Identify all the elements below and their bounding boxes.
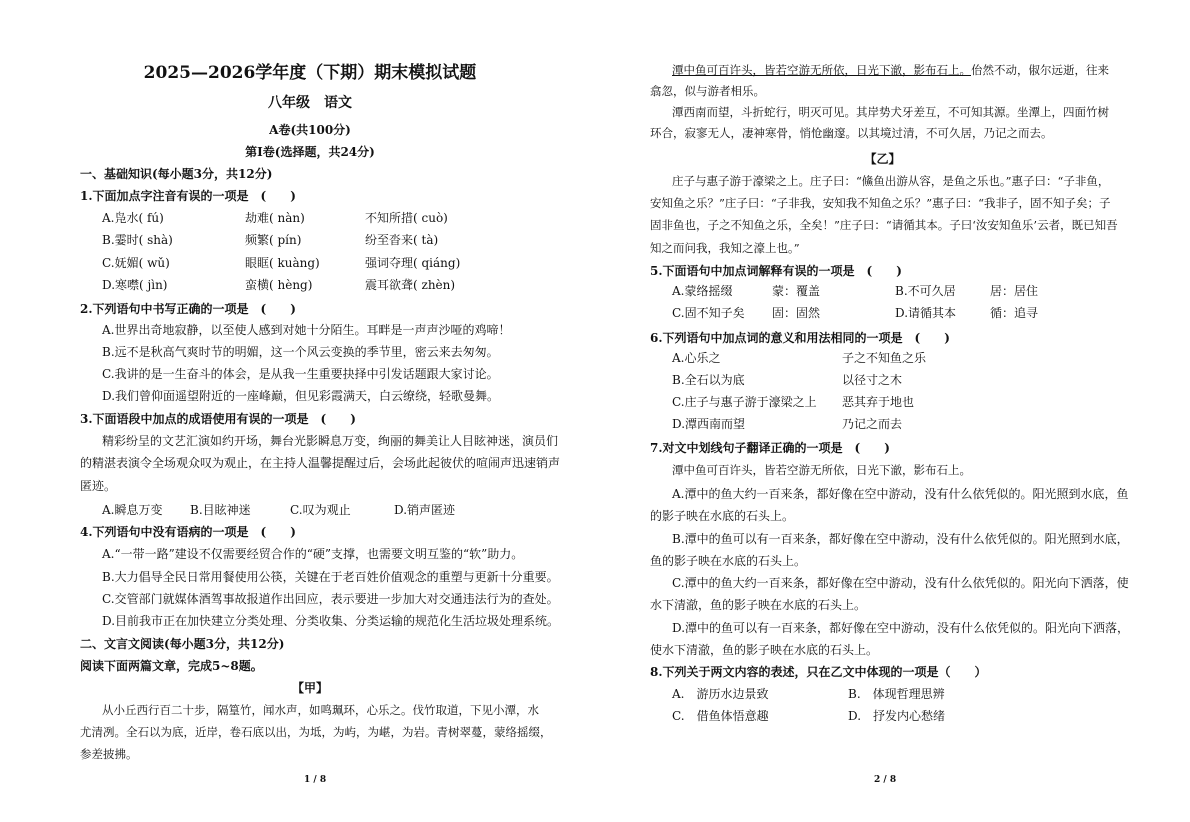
q7-option-b-line-1: B.潭中的鱼可以有一百来条，都好像在空中游动，没有什么依凭似的。阳光照到水底， [672, 532, 1129, 546]
passage-yi-line-1: 庄子与惠子游于濠梁之上。庄子曰：“鯈鱼出游从容，是鱼之乐也。”惠子曰：“子非鱼， [672, 174, 1110, 188]
q4-option-d: D.目前我市正在加快建立分类处理、分类收集、分类运输的规范化生活垃圾处理系统。 [102, 614, 560, 628]
section-a-heading: A卷(共100分) [269, 123, 351, 137]
page-2 [650, 0, 1130, 822]
q4-option-b: B.大力倡导全民日常用餐使用公筷，关键在于老百姓价值观念的重塑与更新十分重要。 [102, 570, 559, 584]
q3-option-d: D.销声匿迹 [394, 503, 456, 517]
q4-option-a: A.“一带一路”建设不仅需要经贸合作的“硬”支撑，也需要文明互鉴的“软”助力。 [102, 547, 524, 561]
q1-stem: 1.下面加点字注音有误的一项是 ( ) [80, 189, 296, 203]
underlined-sentence: 潭中鱼可百许头，皆若空游无所依，日光下澈，影布石上。 [672, 63, 971, 77]
q3-option-b: B.目眩神迷 [190, 503, 251, 517]
passage-yi-line-2: 安知鱼之乐？”庄子曰：“子非我，安知我不知鱼之乐？”惠子曰：“我非子，固不知子矣；子 [650, 196, 1111, 210]
page-1 [80, 0, 561, 822]
q2-option-c: C.我讲的是一生奋斗的体会，是从我一生重要抉择中引发话题跟大家讨论。 [102, 367, 499, 381]
q2-option-d: D.我们曾仰面遥望附近的一座峰巅，但见彩霞满天，白云缭绕，轻歌曼舞。 [102, 389, 500, 403]
q1-option-a-1: A.凫水( fú) [102, 211, 164, 225]
q1-option-d-3: 震耳欲聋( zhèn) [365, 278, 456, 292]
q1-option-c-3: 强词夺理( qiáng) [365, 256, 461, 270]
passage-yi-line-3: 固非鱼也，子之不知鱼之乐，全矣！”庄子曰：“请循其本。子曰‘汝安知鱼乐’云者，既已知吾 [650, 218, 1118, 232]
passage-jia-cont-line-1 [672, 62, 1109, 78]
q8-option-b: B. 体现哲理思辨 [848, 687, 945, 701]
q5-stem: 5.下面语句中加点词解释有误的一项是 ( ) [650, 264, 902, 278]
passage-jia-line-1: 从小丘西行百二十步，隔篁竹，闻水声，如鸣珮环，心乐之。伐竹取道，下见小潭，水 [102, 703, 539, 717]
q6-option-a-2: 子之不知鱼之乐 [842, 351, 927, 365]
section-heading-classical: 二、文言文阅读(每小题3分，共12分) [80, 637, 285, 651]
q5-option-d-gloss: 循：追寻 [990, 306, 1039, 320]
passage-yi-title: 【乙】 [864, 152, 901, 166]
part1-heading: 第Ⅰ卷(选择题，共24分) [245, 145, 375, 159]
passage-jia-line-2: 尤清冽。全石以为底，近岸，卷石底以出，为坻，为屿，为嵁，为岩。青树翠蔓，蒙络摇缀， [80, 725, 552, 739]
q2-stem: 2.下列语句中书写正确的一项是 ( ) [80, 302, 296, 316]
passage-jia-cont-line-4: 环合，寂寥无人，凄神寒骨，悄怆幽邃。以其境过清，不可久居，乃记之而去。 [650, 126, 1053, 140]
q1-option-a-3: 不知所措( cuò) [365, 211, 448, 225]
reading-instruction: 阅读下面两篇文章，完成5~8题。 [80, 659, 263, 673]
q7-option-a-line-1: A.潭中的鱼大约一百来条，都好像在空中游动，没有什么依凭似的。阳光照到水底，鱼 [672, 487, 1129, 501]
passage-jia-cont-line-2: 翕忽，似与游者相乐。 [650, 84, 765, 98]
q5-option-b: B.不可久居 [895, 284, 956, 298]
q1-option-b-3: 纷至沓来( tà) [365, 233, 439, 247]
q3-passage-line-3: 匿迹。 [80, 479, 117, 493]
q3-passage-line-2: 的精湛表演令全场观众叹为观止，在主持人温馨提醒过后，会场此起彼伏的喧闹声迅速销声 [80, 456, 561, 470]
exam-subtitle: 八年级 语文 [268, 95, 352, 111]
q3-option-a: A.瞬息万变 [102, 503, 163, 517]
q1-option-a-2: 劫难( nàn) [245, 211, 305, 225]
passage-yi-line-4: 知之而问我，我知之濠上也。” [650, 241, 800, 255]
page-number: 1 / 8 [304, 775, 327, 785]
passage-jia-cont-line-1-rest: 佁然不动，俶尔远逝，往来 [971, 63, 1109, 77]
passage-jia-title: 【甲】 [291, 681, 328, 695]
section-heading-basics: 一、基础知识(每小题3分，共12分) [80, 167, 273, 181]
q1-option-c-1: C.妩媚( wǔ) [102, 256, 170, 270]
q7-stem: 7.对文中划线句子翻译正确的一项是 ( ) [650, 441, 890, 455]
q1-option-d-2: 蛮横( hèng) [245, 278, 313, 292]
q7-option-c-line-2: 水下清澈，鱼的影子映在水底的石头上。 [650, 598, 867, 612]
q6-option-d-2: 乃记之而去 [842, 417, 903, 431]
q5-option-a: A.蒙络摇缀 [672, 284, 733, 298]
q7-option-c-line-1: C.潭中的鱼大约一百来条，都好像在空中游动，没有什么依凭似的。阳光向下洒落，使 [672, 576, 1129, 590]
q6-option-b-1: B.全石以为底 [672, 373, 745, 387]
q5-option-b-gloss: 居：居住 [990, 284, 1039, 298]
q8-stem: 8.下列关于两文内容的表述，只在乙文中体现的一项是（ ） [650, 665, 987, 679]
q1-option-b-2: 频繁( pín) [245, 233, 302, 247]
q8-option-d: D. 抒发内心愁绪 [848, 709, 946, 723]
q4-stem: 4.下列语句中没有语病的一项是 ( ) [80, 525, 296, 539]
q5-option-d: D.请循其本 [895, 306, 957, 320]
q8-option-c: C. 借鱼体悟意趣 [672, 709, 769, 723]
q8-option-a: A. 游历水边景致 [672, 687, 769, 701]
q5-option-c: C.固不知子矣 [672, 306, 745, 320]
q5-option-c-gloss: 固：固然 [772, 306, 821, 320]
q6-option-b-2: 以径寸之木 [842, 373, 903, 387]
q3-option-c: C.叹为观止 [290, 503, 351, 517]
q7-quote: 潭中鱼可百许头，皆若空游无所依，日光下澈，影布石上。 [672, 463, 971, 477]
q1-option-c-2: 眼眶( kuàng) [245, 256, 320, 270]
passage-jia-cont-line-3: 潭西南而望，斗折蛇行，明灭可见。其岸势犬牙差互，不可知其源。坐潭上，四面竹树 [672, 105, 1109, 119]
q6-option-a-1: A.心乐之 [672, 351, 721, 365]
q5-option-a-gloss: 蒙：覆盖 [772, 284, 821, 298]
q1-option-b-1: B.霎时( shà) [102, 233, 173, 247]
q4-option-c: C.交管部门就媒体酒驾事故报道作出回应，表示要进一步加大对交通违法行为的查处。 [102, 592, 559, 606]
passage-jia-line-3: 参差披拂。 [80, 747, 138, 761]
q1-option-d-1: D.寒噤( jìn) [102, 278, 168, 292]
page-number: 2 / 8 [874, 775, 897, 785]
q6-option-d-1: D.潭西南而望 [672, 417, 746, 431]
q6-option-c-2: 恶其弃于地也 [842, 395, 915, 409]
q7-option-a-line-2: 的影子映在水底的石头上。 [650, 509, 795, 523]
q6-option-c-1: C.庄子与惠子游于濠梁之上 [672, 395, 817, 409]
q7-option-b-line-2: 鱼的影子映在水底的石头上。 [650, 554, 807, 568]
q7-option-d-line-1: D.潭中的鱼可以有一百来条，都好像在空中游动，没有什么依凭似的。阳光向下洒落， [672, 621, 1130, 635]
exam-title: 2025—2026学年度（下期）期末模拟试题 [143, 63, 477, 83]
q3-passage-line-1: 精彩纷呈的文艺汇演如约开场，舞台光影瞬息万变，绚丽的舞美让人目眩神迷，演员们 [102, 434, 559, 448]
q2-option-b: B.远不是秋高气爽时节的明媚，这一个风云变换的季节里，密云来去匆匆。 [102, 345, 499, 359]
q3-stem: 3.下面语段中加点的成语使用有误的一项是 ( ) [80, 412, 356, 426]
q6-stem: 6.下列语句中加点词的意义和用法相同的一项是 ( ) [650, 331, 950, 345]
q2-option-a: A.世界出奇地寂静，以至使人感到对她十分陌生。耳畔是一声声沙哑的鸡啼！ [102, 323, 511, 337]
q7-option-d-line-2: 使水下清澈，鱼的影子映在水底的石头上。 [650, 643, 879, 657]
